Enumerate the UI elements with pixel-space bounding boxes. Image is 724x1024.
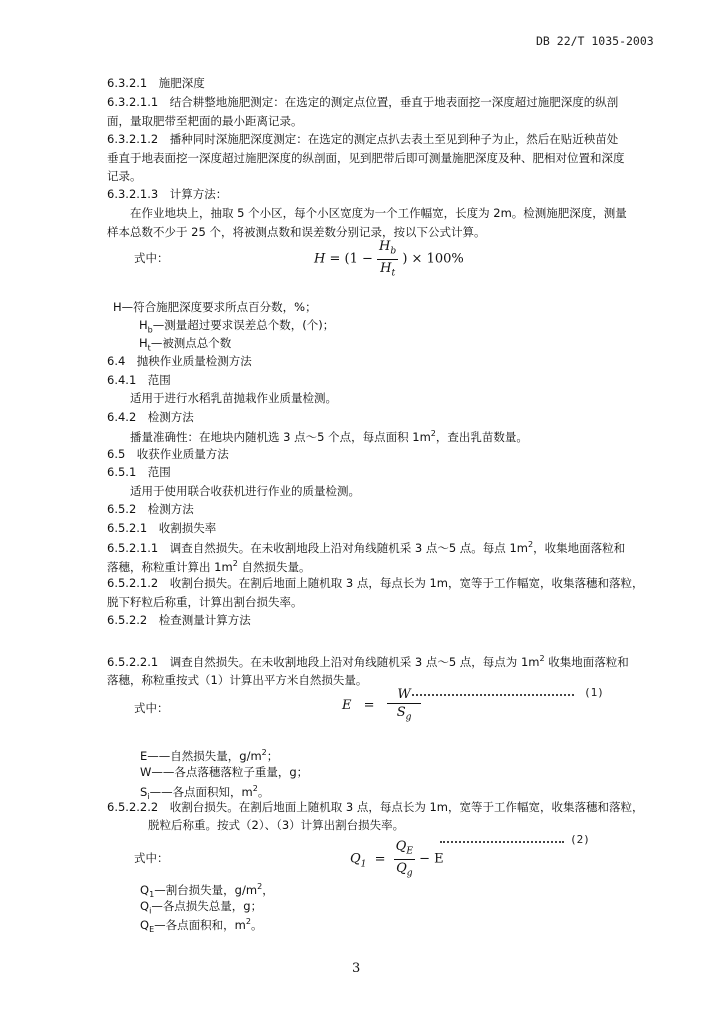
para-6-5-2-1-1-cont: 落穗，称粒重计算出 $1m^2$ 自然损失量。 xyxy=(107,559,311,574)
heading-6-4-1: 6.4.1 范围 xyxy=(107,373,171,387)
def-h: H—符合施肥深度要求所点百分数，%； xyxy=(113,300,317,314)
para-6-5-2-2-2-cont: 脱粒后称重。按式（2）、（3）计算出割台损失率。 xyxy=(148,818,405,832)
para-calc-method: 在作业地块上，抽取 5 个小区，每个小区宽度为一个工作幅宽，长度为 2m。检测施肥深度，测量 xyxy=(130,206,627,220)
formula-label: 式中： xyxy=(134,251,169,265)
para-calc-method-cont: 样本总数不少于 25 个，将被测点数和误差数分别记录，按以下公式计算。 xyxy=(107,225,486,239)
formula-h-fraction xyxy=(377,240,398,278)
formula-h-lhs: H xyxy=(314,251,326,267)
formula-h-den-sub: t xyxy=(391,268,396,279)
heading-6-4: 6.4 抛秧作业质量检测方法 xyxy=(107,354,252,368)
formula-q-label: 式中： xyxy=(134,851,169,865)
formula-e-eq: = xyxy=(363,697,375,713)
para-6-5-2-2-2: 6.5.2.2.2 收割台损失。在割后地面上随机取 3 点，每点长为 1m，宽等于工作幅宽，收集落穗和落粒， xyxy=(107,800,644,814)
formula-q-lhs-sub: 1 xyxy=(360,859,367,870)
def-si: $S_i——$各点面积知，$m^2$。 xyxy=(140,784,270,802)
formula-q-den-sub: g xyxy=(406,868,413,879)
para-6-3-2-1-1: 6.3.2.1.1 结合耕整地施肥测定：在选定的测定点位置，垂直于地表面挖一深度超过施肥深度的纵剖 xyxy=(107,95,619,109)
formula-e xyxy=(342,688,421,723)
def-e: E——自然损失量，$g/m^2$； xyxy=(140,748,279,763)
formula-q-num: Q xyxy=(395,839,407,854)
para-6-3-2-1-2: 6.3.2.1.2 播种同时深施肥深度测定：在选定的测定点扒去表土至见到种子为止，然后在贴近秧苗处 xyxy=(107,132,619,146)
def-w: W——各点落穗落粒子重量，g； xyxy=(140,765,309,779)
para-6-4-2: 播量准确性：在地块内随机选 3 点～5 个点，每点面积 $1m^2$，查出乳苗数量。 xyxy=(130,429,528,444)
para-6-5-2-1-1: 6.5.2.1.1 调查自然损失。在未收割地段上沿对角线随机采 3 点～5 点。每点 $1m^2$，收集地面落粒和 xyxy=(107,540,626,555)
formula-h-den: H xyxy=(380,260,392,276)
heading-6-5-2-2: 6.5.2.2 检查测量计算方法 xyxy=(107,613,251,627)
equation-number-2: (2) xyxy=(570,833,590,846)
heading-6-3-2-1-3: 6.3.2.1.3 计算方法： xyxy=(107,187,228,201)
def-hb: $H_b—$测量超过要求误差总个数，(个)； xyxy=(139,318,335,335)
formula-q-fraction xyxy=(394,840,415,878)
heading-6-3-2-1: 6.3.2.1 施肥深度 xyxy=(107,76,205,90)
para-6-4-1: 适用于进行水稻乳苗抛栽作业质量检测。 xyxy=(130,391,337,405)
heading-6-5-2-1: 6.5.2.1 收割损失率 xyxy=(107,521,217,535)
para-6-5-1: 适用于使用联合收获机进行作业的质量检测。 xyxy=(130,484,360,498)
heading-6-5-1: 6.5.1 范围 xyxy=(107,465,171,479)
formula-h-tail: ) × 100% xyxy=(402,251,464,267)
para-6-5-2-2-1-cont: 落穗，称粒重按式（1）计算出平方米自然损失量。 xyxy=(107,673,368,687)
heading-6-5: 6.5 收获作业质量方法 xyxy=(107,447,229,461)
formula-q-lhs: Q xyxy=(350,851,361,867)
formula-e-den-sub: g xyxy=(405,712,412,723)
formula-h-num: H xyxy=(379,239,391,254)
formula-e-den: S xyxy=(396,705,406,720)
standard-code: DB 22/T 1035-2003 xyxy=(536,34,654,48)
formula-q-num-sub: E xyxy=(406,846,413,857)
formula-q-eq: = xyxy=(374,851,386,867)
formula-h-eq: = (1 − xyxy=(329,251,373,267)
formula-e-label: 式中： xyxy=(134,701,169,715)
formula-q-den: Q xyxy=(396,860,407,876)
def-q1: $Q_1—$割台损失量，$g/m^2$， xyxy=(140,882,274,900)
para-6-3-2-1-2-end: 记录。 xyxy=(107,169,142,183)
para-6-5-2-2-1: 6.5.2.2.1 调查自然损失。在未收割地段上沿对角线随机采 3 点～5 点，每点为 $1m^2$ 收集地面落粒和 xyxy=(107,654,629,669)
equation-number-1: (1) xyxy=(584,686,604,699)
formula-h xyxy=(314,240,464,278)
def-qi: $Q_i—$各点损失总量，g； xyxy=(140,899,263,916)
formula-q-tail: − E xyxy=(419,851,444,867)
formula-h-num-sub: b xyxy=(390,246,397,257)
para-6-5-2-1-2: 6.5.2.1.2 收割台损失。在割后地面上随机取 3 点，每点长为 1m，宽等于工作幅宽，收集落穗和落粒， xyxy=(107,576,644,590)
def-qe: $Q_E—$各点面积和，$m^2$。 xyxy=(140,917,263,935)
para-6-3-2-1-1-cont: 面，量取肥带至耙面的最小距离记录。 xyxy=(107,114,303,128)
equation-leader-1 xyxy=(412,694,574,696)
heading-6-4-2: 6.4.2 检测方法 xyxy=(107,410,194,424)
formula-q xyxy=(350,840,444,878)
equation-leader-2 xyxy=(440,841,564,843)
para-6-3-2-1-2-cont: 垂直于地表面挖一深度超过施肥深度的纵剖面，见到肥带后即可测量施肥深度及种、肥相对位置和深度 xyxy=(107,151,625,165)
formula-e-num: W xyxy=(397,687,411,702)
para-6-5-2-1-2-cont: 脱下籽粒后称重，计算出割台损失率。 xyxy=(107,595,303,609)
heading-6-5-2: 6.5.2 检测方法 xyxy=(107,502,194,516)
page-number: 3 xyxy=(352,961,361,976)
formula-e-lhs: E xyxy=(342,697,352,713)
def-ht: $H_t—$被测点总个数 xyxy=(139,336,232,353)
